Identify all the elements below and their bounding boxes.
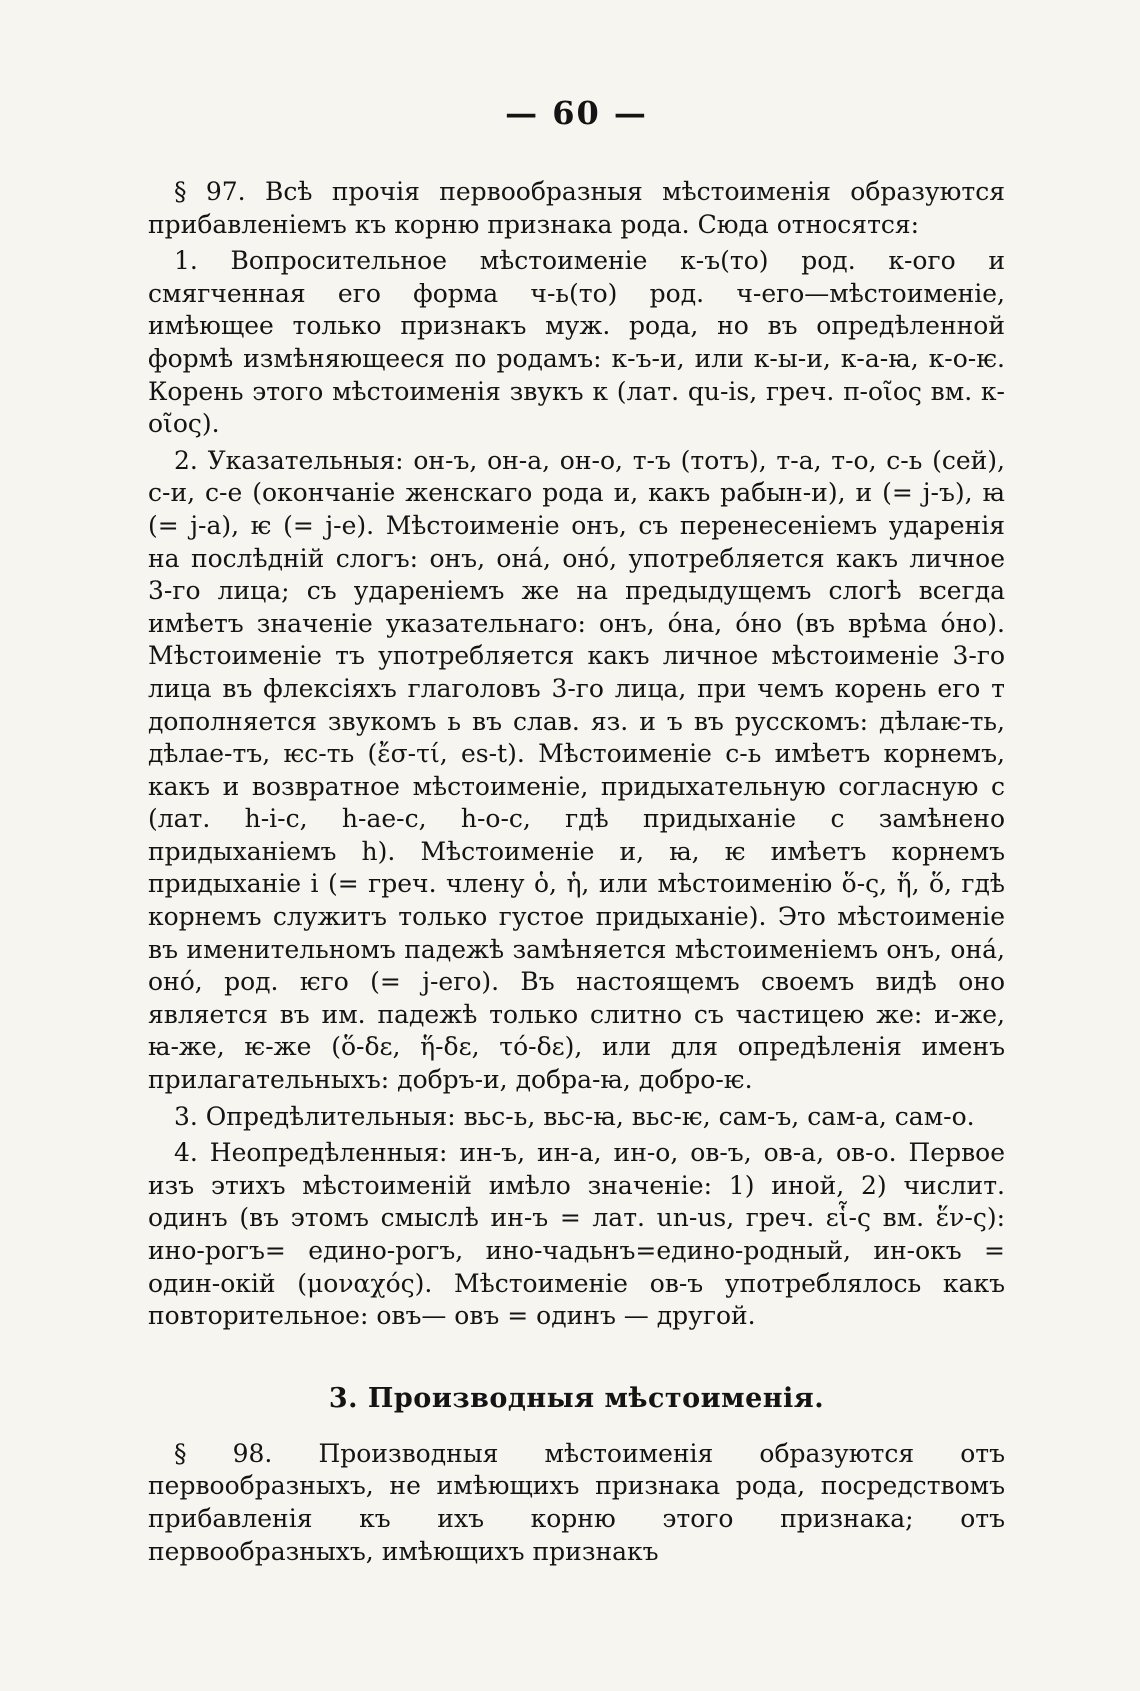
paragraph-determinative: 3. Опредѣлительныя: вьс-ь, вьс-ꙗ, вьс-ѥ, сам-ъ, сам-а, сам-о. [174,1101,975,1131]
paragraph-98: § 98. Производныя мѣстоименія образуются отъ первообразныхъ, не имѣющихъ признака рода, посредствомъ прибавленія къ ихъ корню этого признака; отъ первообразныхъ, имѣющихъ признакъ [148,1438,1005,1566]
section-heading: 3. Производныя мѣстоименія. [328,1382,825,1414]
page-number: — 60 — [505,94,648,132]
paragraph-demonstrative: 2. Указательныя: он-ъ, он-а, он-о, т-ъ (тотъ), т-а, т-о, с-ь (сей), с-и, с-е (окончаніе женскаго рода и, какъ рабын-и), и (= j-ъ), ꙗ (= j-а), ѥ (= j-е). Мѣстоименіе онъ, съ перенесеніемъ ударенія на послѣдній слогъ: онъ, она́, оно́, употребляется какъ личное 3-го лица; съ удареніемъ же на предыдущемъ слогѣ всегда имѣетъ значеніе указательнаго: онъ, о́на, о́но (въ врѣма о́но). Мѣстоименіе тъ употребляется какъ личное мѣстоименіе 3-го лица въ флексіяхъ глаголовъ 3-го лица, при чемъ корень его т дополняется звукомъ ь въ слав. яз. и ъ въ русскомъ: дѣлаѥ-ть, дѣлае-тъ, ѥс-ть (ἔσ-τί, es-t). Мѣстоименіе с-ь имѣетъ корнемъ, какъ и возвратное мѣстоименіе, придыхательную согласную с (лат. h-i-c, h-ae-c, h-o-c, гдѣ придыханіе с замѣнено придыханіемъ h). Мѣстоименіе и, ꙗ, ѥ имѣетъ корнемъ придыханіе і (= греч. члену ὁ, ἡ, или мѣстоименію ὅ-ς, ἥ, ὅ, гдѣ корнемъ служитъ только густое придыханіе). Это мѣстоименіе въ именительномъ падежѣ замѣняется мѣстоименіемъ онъ, она́, оно́, род. ѥго (= j-его). Въ настоящемъ своемъ видѣ оно является въ им. падежѣ только слитно съ частицею же: и-же, ꙗ-же, ѥ-же (ὅ-δε, ἥ-δε, τό-δε), или для опредѣленія именъ прилагательныхъ: добръ-и, добра-ꙗ, добро-ѥ. [148,445,1005,1095]
paragraph-97-intro: § 97. Всѣ прочія первообразныя мѣстоименія образуются прибавленіемъ къ корню признака рода. Сюда относятся: [148,177,1005,239]
paragraph-indefinite: 4. Неопредѣленныя: ин-ъ, ин-а, ин-о, ов-ъ, ов-а, ов-о. Первое изъ этихъ мѣстоименій имѣло значеніе: 1) иной, 2) числит. одинъ (въ этомъ смыслѣ ин-ъ = лат. un-us, греч. εἷ-ς вм. ἕν-ς): ино-рогъ= едино-рогъ, ино-чадьнъ=едино-родный, ин-окъ = один-окій (μοναχός). Мѣстоименіе ов-ъ употреблялось какъ повторительное: овъ— овъ = одинъ — другой. [148,1138,1005,1331]
paragraph-interrogative: 1. Вопросительное мѣстоименіе к-ъ(то) род. к-ого и смягченная его форма ч-ь(то) род. ч-его—мѣстоименіе, имѣющее только признакъ муж. рода, но въ опредѣленной формѣ измѣняющееся по родамъ: к-ъ-и, или к-ы-и, к-а-ꙗ, к-о-ѥ. Корень этого мѣстоименія звукъ к (лат. qu-is, греч. π-οῖος вм. κ-οῖος). [148,246,1005,439]
